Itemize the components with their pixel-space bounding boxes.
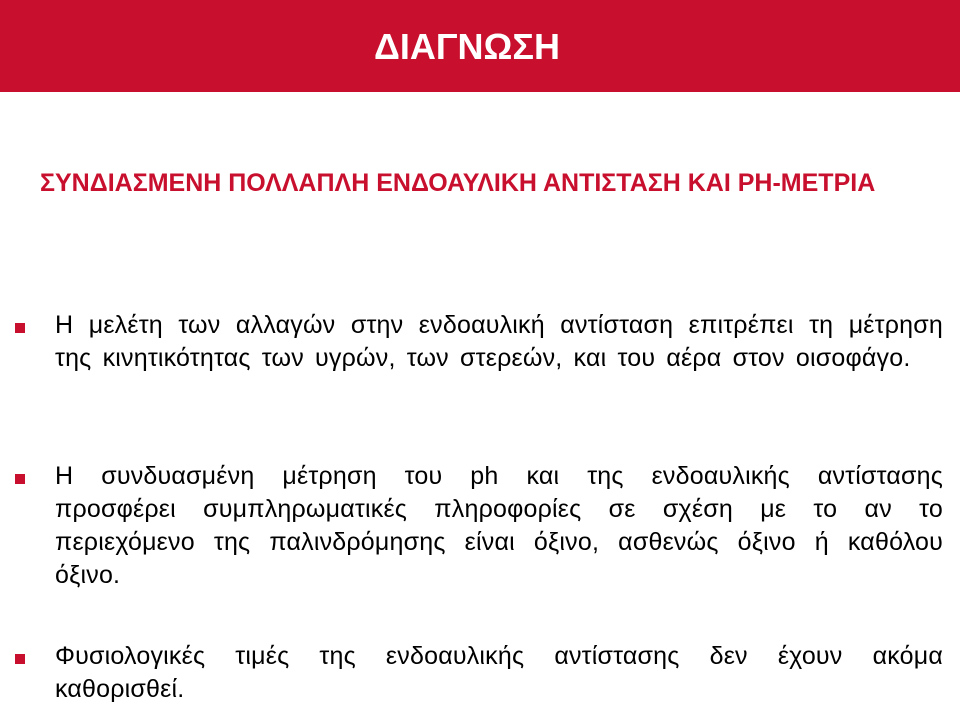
square-bullet-icon bbox=[15, 474, 25, 484]
bullet-text: Η μελέτη των αλλαγών στην ενδοαυλική αντίσταση επιτρέπει τη μέτρηση της κινητικότητας των υγρών, των στερεών, και του αέρα στον οισοφάγο. bbox=[55, 311, 943, 372]
bullet-text: Η συνδυασμένη μέτρηση του ph και της ενδοαυλικής αντίστασης προσφέρει συμπληρωματικές πληροφορίες σε σχέση με το αν το περιεχόμενο της παλινδρόμησης είναι όξινο, ασθενώς όξινο ή καθόλου όξινο. bbox=[55, 462, 943, 589]
bullet-text: Φυσιολογικές τιμές της ενδοαυλικής αντίστασης δεν έχουν ακόμα καθορισθεί. bbox=[55, 642, 943, 703]
slide-title: ΔΙΑΓΝΩΣΗ bbox=[374, 26, 560, 67]
square-bullet-icon bbox=[15, 323, 25, 333]
section-heading: ΣΥΝΔΙΑΣΜΕΝΗ ΠΟΛΛΑΠΛΗ ΕΝΔΟΑΥΛΙΚΗ ΑΝΤΙΣΤΑΣΗ ΚΑΙ PH-ΜΕΤΡΙΑ bbox=[40, 169, 876, 197]
title-banner bbox=[0, 0, 960, 92]
square-bullet-icon bbox=[15, 654, 25, 664]
